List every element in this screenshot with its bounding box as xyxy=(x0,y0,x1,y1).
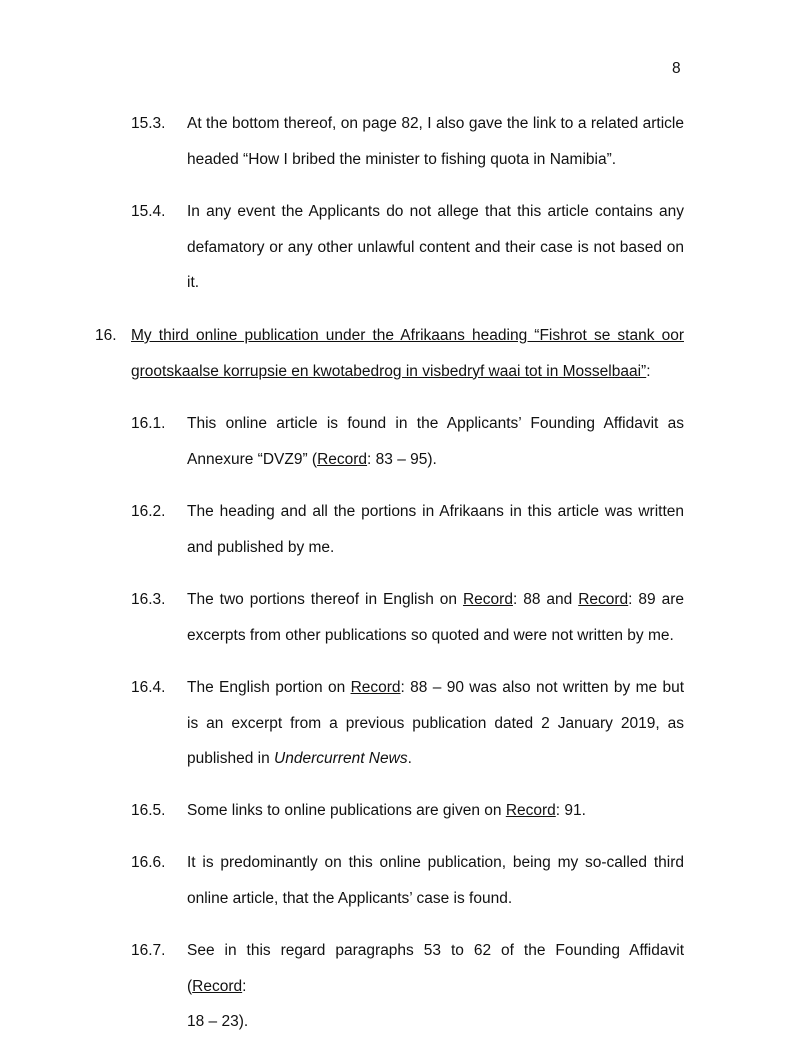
record-reference: Record xyxy=(462,591,513,608)
text-segment: See in this regard paragraphs 53 to 62 of the Founding Affidavit ( xyxy=(187,942,684,995)
text-line: In any event the Applicants do not allege that this article contains any xyxy=(187,203,684,220)
text-line xyxy=(187,582,684,618)
text-line: and published by me. xyxy=(187,538,335,556)
text-segment: The two portions thereof in English on xyxy=(187,591,463,608)
record-reference: Record xyxy=(317,450,368,468)
text-segment: . xyxy=(407,750,412,767)
record-reference: Record xyxy=(578,591,629,608)
paragraph-number: 16.5. xyxy=(131,802,166,819)
paragraph-text xyxy=(187,106,684,177)
paragraph-text xyxy=(187,933,684,1040)
text-line: At the bottom thereof, on page 82, I also gave the link to a related article xyxy=(187,115,684,132)
text-line: defamatory or any other unlawful content and their case is not based on xyxy=(187,238,684,256)
text-segment: Annexure “DVZ9” ( xyxy=(187,450,318,468)
paragraph-number: 15.3. xyxy=(131,115,166,132)
text-line: online article, that the Applicants’ case is found. xyxy=(187,889,513,907)
paragraph-number: 15.4. xyxy=(131,203,166,220)
paragraph-number: 16.3. xyxy=(131,591,166,608)
paragraph-text xyxy=(187,494,684,565)
paragraph-text xyxy=(187,845,684,916)
text-segment: : 83 – 95). xyxy=(367,450,437,468)
text-line: My third online publication under the Afrikaans heading “Fishrot se stank oor xyxy=(131,327,684,344)
record-reference: Record xyxy=(192,977,243,995)
text-line xyxy=(187,793,684,829)
text-line: excerpts from other publications so quoted and were not written by me. xyxy=(187,626,674,644)
text-line: it. xyxy=(187,274,200,291)
text-line: The heading and all the portions in Afrikaans in this article was written xyxy=(187,503,684,520)
text-segment: : 88 – 90 was also not written by me but xyxy=(400,679,685,696)
text-line-end: : xyxy=(646,362,651,380)
paragraph-text xyxy=(187,670,684,777)
text-line: 18 – 23). xyxy=(187,1013,249,1030)
text-line xyxy=(187,933,684,1004)
paragraph-number: 16.1. xyxy=(131,415,166,432)
text-segment: Some links to online publications are given on xyxy=(187,802,506,819)
text-segment: published in xyxy=(187,750,275,767)
publication-title: Undercurrent News xyxy=(274,750,408,767)
text-line xyxy=(187,670,684,706)
paragraph-number: 16.4. xyxy=(131,679,166,696)
text-line: headed “How I bribed the minister to fishing quota in Namibia”. xyxy=(187,150,617,168)
paragraph-number: 16. xyxy=(95,327,117,344)
record-reference: Record xyxy=(505,802,556,819)
text-segment: : 89 are xyxy=(628,591,685,608)
text-line: is an excerpt from a previous publication dated 2 January 2019, as xyxy=(187,714,684,732)
record-reference: Record xyxy=(350,679,401,696)
text-segment: : 91. xyxy=(555,802,586,819)
paragraph-number: 16.6. xyxy=(131,854,166,871)
paragraph-text xyxy=(187,406,684,477)
paragraph-text xyxy=(187,194,684,301)
paragraph-text xyxy=(187,793,684,829)
paragraph-text xyxy=(187,582,684,653)
text-segment: : xyxy=(242,977,247,995)
text-line xyxy=(131,354,684,390)
text-line xyxy=(187,741,684,777)
text-segment: : 88 and xyxy=(512,591,579,608)
text-line-underlined: grootskaalse korrupsie en kwotabedrog in visbedryf waai tot in Mosselbaai” xyxy=(131,362,647,380)
text-line xyxy=(187,442,684,478)
page-number: 8 xyxy=(672,60,681,77)
text-line: This online article is found in the Applicants’ Founding Affidavit as xyxy=(187,415,684,432)
text-segment: The English portion on xyxy=(187,679,351,696)
paragraph-heading xyxy=(131,318,684,389)
paragraph-number: 16.7. xyxy=(131,942,166,959)
paragraph-number: 16.2. xyxy=(131,503,166,520)
text-line: It is predominantly on this online publication, being my so-called third xyxy=(187,854,684,871)
